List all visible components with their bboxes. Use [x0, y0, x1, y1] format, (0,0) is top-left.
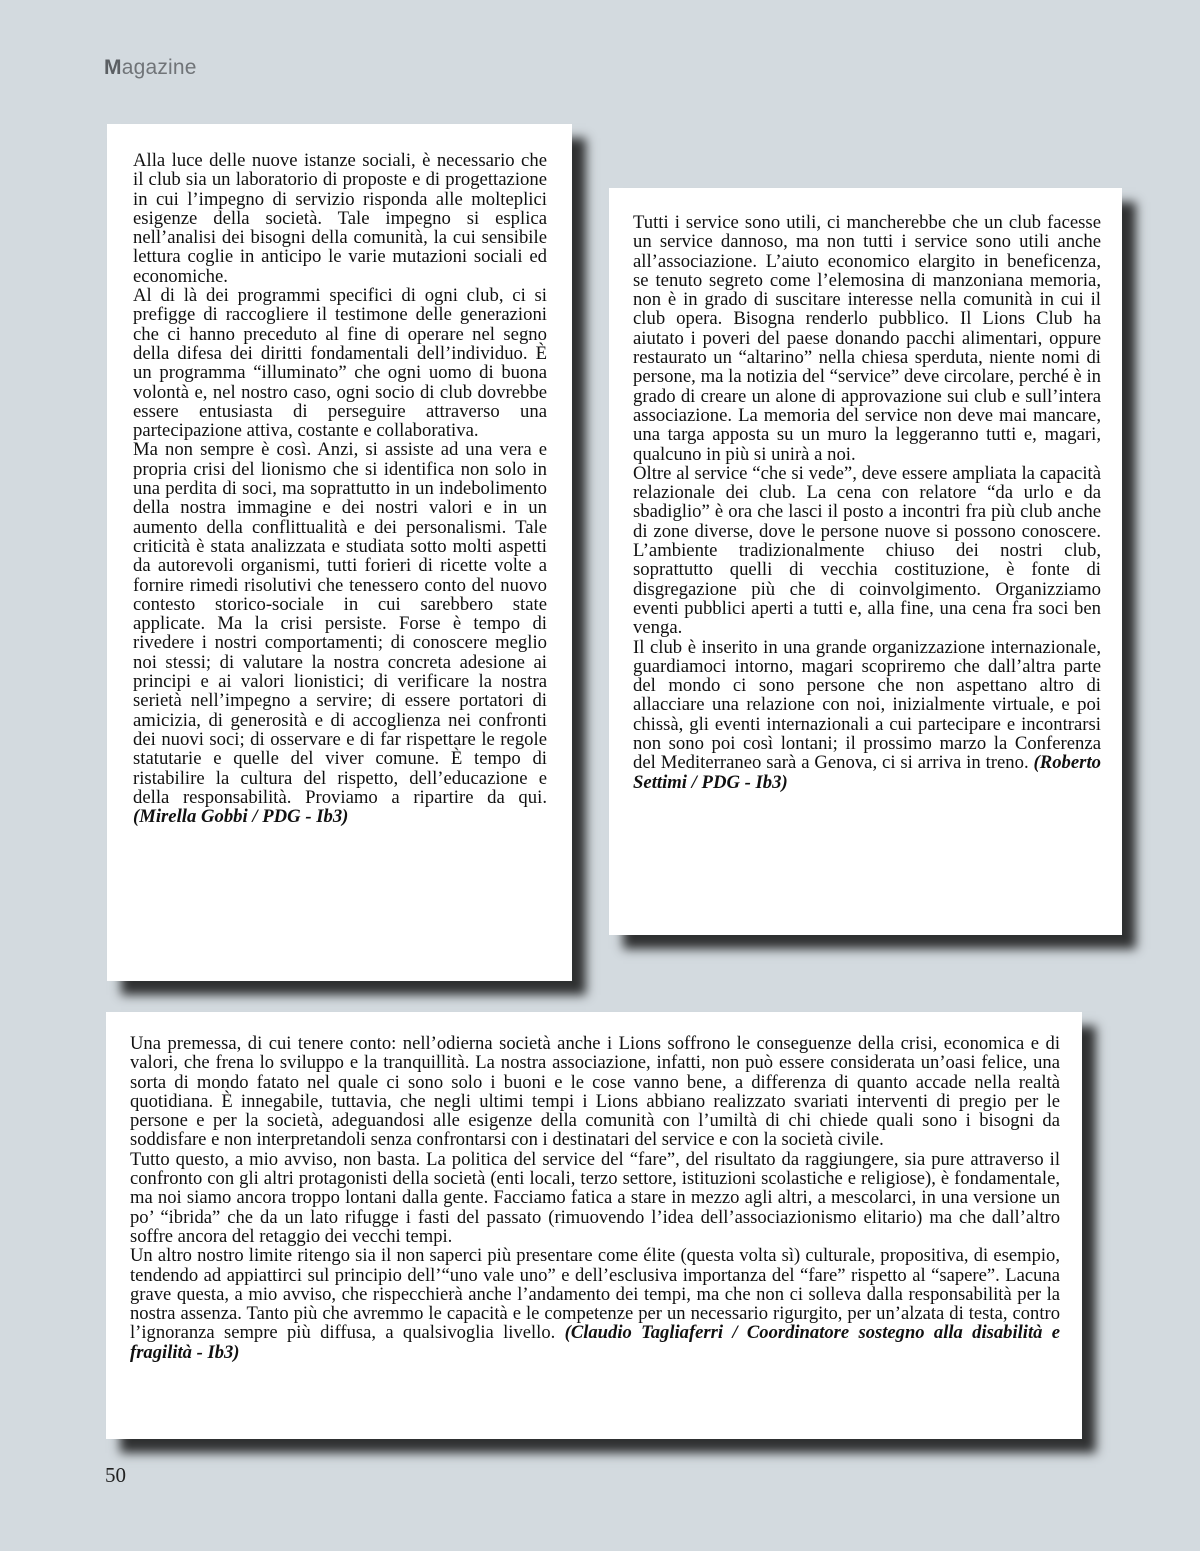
article-paragraph: Oltre al service “che si vede”, deve essere ampliata la capacità relazionale dei club. La cena con relatore “da urlo e da sbadiglio” è ora che lasci il posto a incontri fra più club anche di zone diverse, dove le persone nuove si possono conoscere. L’ambiente tradizionalmente chiuso dei nostri club, soprattutto quelli di vecchia costituzione, è fonte di disgregazione più che di coinvolgimento. Organizziamo eventi pubblici aperti a tutti e, alla fine, una cena fra soci ben venga. [633, 462, 1101, 639]
page-number: 50 [105, 1463, 126, 1487]
article-paragraph-text: Il club è inserito in una grande organizzazione internazionale, guardiamoci intorno, magari scopriremo che dall’altra parte del mondo ci sono persone che non aspettano altro di allacciare una relazione con noi, inizialmente virtuale, e poi chissà, gli eventi internazionali a cui partecipare e incontrarsi non sono poi così lontani; il prossimo marzo la Conferenza del Mediterraneo sarà a Genova, ci si arriva in treno. [633, 636, 1101, 774]
author-signature: (Claudio Tagliaferri / Coordinatore sostegno alla disabilità e fragilità - Ib3) [130, 1322, 1060, 1363]
article-paragraph [130, 1246, 1060, 1362]
article-text [133, 151, 547, 826]
author-signature: (Mirella Gobbi / PDG - Ib3) [133, 806, 349, 828]
article-box-settimi [609, 188, 1122, 935]
article-box-tagliaferri [106, 1012, 1082, 1439]
article-box-gobbi [107, 124, 572, 981]
article-paragraph [633, 638, 1101, 792]
magazine-header [104, 56, 197, 80]
article-text [633, 213, 1101, 792]
author-signature: (Roberto Settimi / PDG - Ib3) [633, 752, 1101, 793]
article-paragraph [133, 440, 547, 826]
magazine-header-rest: agazine [121, 56, 197, 79]
magazine-header-initial: M [104, 56, 122, 79]
article-paragraph: Al di là dei programmi specifici di ogni club, ci si prefigge di raccogliere il testimone delle generazioni che ci hanno preceduto al fine di operare nel segno della difesa dei diritti fondamentali dell’individuo. È un programma “illuminato” che ogni uomo di buona volontà e, nel nostro caso, ogni socio di club dovrebbe essere entusiasta di perseguire attraverso una partecipazione attiva, costante e collaborativa. [133, 285, 547, 442]
article-paragraph: Alla luce delle nuove istanze sociali, è necessario che il club sia un laboratorio di proposte e di progettazione in cui l’impegno di servizio risponda alle molteplici esigenze della società. Tale impegno si esplica nell’analisi dei bisogni della comunità, la cui sensibile lettura coglie in anticipo le varie mutazioni sociali ed economiche. [133, 150, 547, 287]
article-text [130, 1034, 1060, 1362]
article-paragraph: Tutti i service sono utili, ci mancherebbe che un club facesse un service dannoso, ma non tutti i service sono utili anche all’associazione. L’aiuto economico elargito in beneficenza, se tenuto segreto come l’elemosina di manzoniana memoria, non è in grado di suscitare interesse nella comunità in cui il club opera. Bisogna renderlo pubblico. Il Lions Club ha aiutato i poveri del paese donando pacchi alimentari, oppure restaurato un “altarino” nella chiesa sperduta, niente nomi di persone, ma la notizia del “service” deve circolare, perché è in grado di creare un alone di approvazione sui club e sull’intera associazione. La memoria del service non deve mai mancare, una targa apposta su un muro la leggeranno tutti e, magari, qualcuno in più si unirà a noi. [633, 212, 1101, 465]
article-paragraph: Tutto questo, a mio avviso, non basta. La politica del service del “fare”, del risultato da raggiungere, sia pure attraverso il confronto con gli altri protagonisti della società (enti locali, terzo settore, istituzioni scolastiche e religiose), è fondamentale, ma noi siamo ancora troppo lontani dalla gente. Facciamo fatica a stare in mezzo agli altri, a mescolarci, in una versione un po’ “ibrida” che da un lato rifugge i fasti del passato (rimuovendo l’idea dell’associazionismo elitario) ma che dall’altro soffre ancora del retaggio dei vecchi tempi. [130, 1148, 1060, 1247]
article-paragraph-text: Ma non sempre è così. Anzi, si assiste ad una vera e propria crisi del lionismo che si identifica non solo in una perdita di soci, ma soprattutto in un indebolimento della nostra immagine e dei nostri valori e in un aumento della conflittualità e dei personalismi. Tale criticità è stata analizzata e studiata sotto molti aspetti da autorevoli organismi, tutti forieri di ricette volte a fornire rimedi risolutivi che tenessero conto del nuovo contesto storico-sociale in cui sarebbero state applicate. Ma la crisi persiste. Forse è tempo di rivedere i nostri comportamenti; di conoscere meglio noi stessi; di valutare la nostra concreta adesione ai principi e ai valori lionistici; di verificare la nostra serietà nell’impegno a servire; di essere portatori di amicizia, di generosità e di accoglienza nei confronti dei nuovi soci; di osservare e di far rispettare le regole statutarie e quelle del viver comune. È tempo di ristabilire la cultura del rispetto, dell’educazione e della responsabilità. Proviamo a ripartire da qui. [133, 439, 547, 808]
article-paragraph: Una premessa, di cui tenere conto: nell’odierna società anche i Lions soffrono le conseguenze della crisi, economica e di valori, che frena lo sviluppo e la tranquillità. La nostra associazione, infatti, non può essere considerata un’oasi felice, una sorta di mondo fatato nel quale ci sono solo i buoni e le cose vanno bene, a differenza di quanto accade nella realtà quotidiana. È innegabile, tuttavia, che negli ultimi tempi i Lions abbiano realizzato svariati interventi di pregio per le persone e per la società, adeguandosi alle esigenze della comunità con l’umiltà di chi chiede quali sono i bisogni da soddisfare e non interpretandoli senza confrontarsi con i destinatari del service e con la società civile. [130, 1033, 1060, 1151]
article-paragraph-text: Un altro nostro limite ritengo sia il non saperci più presentare come élite (questa volta sì) culturale, propositiva, di esempio, tendendo ad appiattirci sul principio dell’“uno vale uno” e dell’esclusiva importanza del “fare” rispetto al “sapere”. Lacuna grave questa, a mio avviso, che rispecchierà anche l’andamento dei tempi, ma che non ci solleva dalla responsabilità per la nostra assenza. Tanto più che avremmo le capacità e le competenze per un necessario rigurgito, per un’alzata di testa, contro l’ignoranza sempre più diffusa, a qualsivoglia livello. [130, 1245, 1060, 1344]
